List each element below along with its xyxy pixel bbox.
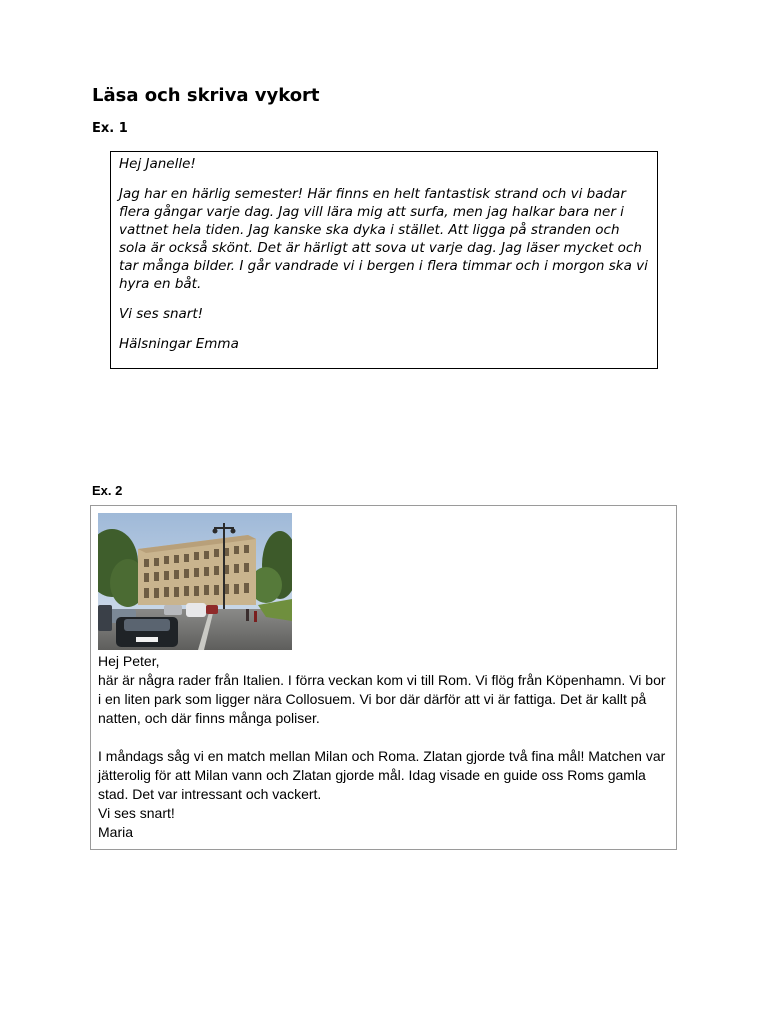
page-title: Läsa och skriva vykort xyxy=(92,85,320,106)
postcard-1-signature: Hälsningar Emma xyxy=(119,336,239,352)
postcard-1-closing: Vi ses snart! xyxy=(119,306,204,322)
exercise-1-label: Ex. 1 xyxy=(92,121,128,136)
postcard-2-closing: Vi ses snart! xyxy=(98,805,175,821)
postcard-1-body: Jag har en härlig semester! Här finns en helt fantastisk strand och vi badar flera gångar varje dag. Jag vill lära mig att surfa, men jag halkar bara ner i vattnet hela tiden. Jag kanske ska dyka i stället. Att ligga på stranden och sola är också skönt. Det är härligt att sova ut varje dag. Jag läser mycket och tar många bilder. I går vandrade vi i bergen i flera timmar och i morgon ska vi hyra en båt. xyxy=(119,186,648,292)
postcard-2-greeting: Hej Peter, xyxy=(98,653,160,669)
exercise-2-label: Ex. 2 xyxy=(92,483,123,498)
colosseum-photo xyxy=(98,513,292,650)
postcard-1 xyxy=(110,151,658,369)
postcard-1-greeting: Hej Janelle! xyxy=(119,156,196,172)
paragraph-spacer xyxy=(98,728,669,747)
postcard-2 xyxy=(90,505,677,850)
postcard-2-signature: Maria xyxy=(98,824,134,840)
postcard-2-paragraph-1: här är några rader från Italien. I förra veckan kom vi till Rom. Vi flög från Köpenhamn. Vi bor i en liten park som ligger nära Collosuem. Vi bor där därför att vi är fattiga. Det är kallt på natten, och där finns många poliser. xyxy=(98,672,666,726)
postcard-2-paragraph-2: I måndags såg vi en match mellan Milan och Roma. Zlatan gjorde två fina mål! Matchen var jätterolig för att Milan vann och Zlatan gjorde mål. Idag visade en guide oss Roms gamla stad. Det var intressant och vackert. xyxy=(98,748,666,802)
